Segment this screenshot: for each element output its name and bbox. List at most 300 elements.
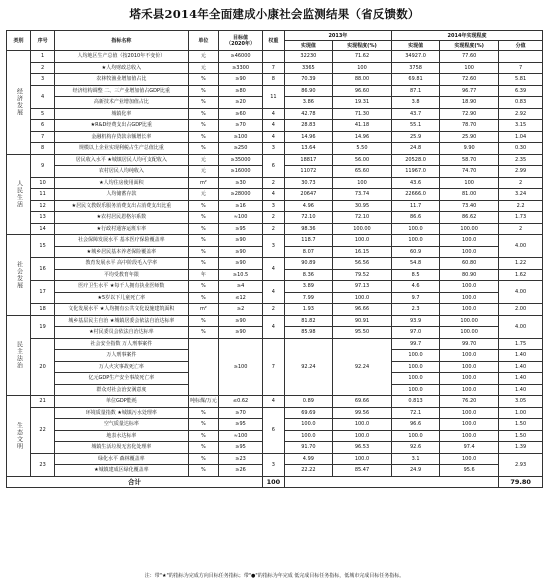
header-2014: 2014年实现程度	[392, 31, 543, 41]
cell-actual-2013: 3.86	[284, 97, 332, 109]
cell-indicator: 规模以上企业实现利税占生产总值比重	[55, 143, 188, 155]
footnote: 注：带"★"的指标为完成方向目标任务指标；带"●"的指标为年完成 低完成目标任务指标，低城市完成目标任务指标。	[144, 573, 405, 579]
cell-seq: 9	[31, 154, 55, 177]
cell-seq: 2	[31, 62, 55, 74]
cell-degree-2013: 100	[332, 62, 391, 74]
cell-score: 3.05	[499, 396, 543, 408]
cell-target: ≥95	[219, 442, 263, 454]
cell-weight: 3	[262, 143, 284, 155]
group-label: 居民收入水平	[75, 156, 106, 163]
monitoring-table	[6, 30, 543, 488]
cell-unit: %	[188, 223, 219, 235]
cell-unit: %	[188, 143, 219, 155]
cell-weight: 4	[262, 131, 284, 143]
group-label: 医疗卫生水平	[78, 283, 109, 290]
cell-target: ≥4	[219, 281, 263, 293]
cell-degree-2013: 100	[332, 177, 391, 189]
cell-actual-2014: 3.8	[392, 97, 440, 109]
cell-seq: 7	[31, 131, 55, 143]
cell-indicator: 人均储蓄存款	[55, 189, 188, 201]
header-indicator: 指标名称	[55, 31, 188, 51]
header-score: 分值	[499, 41, 543, 51]
cell-degree-2013: 73.74	[332, 189, 391, 201]
cell-score: 0.83	[499, 97, 543, 109]
cell-score: 1.39	[499, 442, 543, 454]
cell-target: ≥90	[219, 258, 263, 270]
cell-weight: 3	[262, 453, 284, 476]
cell-target: ≥100	[219, 131, 263, 143]
cell-target: ≥20	[219, 97, 263, 109]
cell-actual-2013: 90.89	[284, 258, 332, 270]
cell-seq: 17	[31, 281, 55, 304]
cell-actual-2013: 8.36	[284, 269, 332, 281]
cell-unit: 元	[188, 51, 219, 63]
cell-score: 2.35	[499, 154, 543, 166]
cell-actual-2013: 7.99	[284, 292, 332, 304]
cell-score: 1.00	[499, 407, 543, 419]
cell-indicator: ★5岁以下儿童死亡率	[55, 292, 188, 304]
cell-degree-2014: 78.70	[440, 120, 499, 132]
cell-degree-2014: 100.0	[440, 453, 499, 465]
cell-actual-2014: 0.813	[392, 396, 440, 408]
cell-score: 2.99	[499, 166, 543, 178]
cell-degree-2014: 99.70	[440, 338, 499, 350]
cell-seq: 8	[31, 143, 55, 155]
cell-indicator: 城镇化率	[55, 108, 188, 120]
header-2013: 2013年	[284, 31, 391, 41]
cell-indicator: ★人均住房使用面积	[55, 177, 188, 189]
cell-target: ≥35000	[219, 154, 263, 166]
cell-score: 6.39	[499, 85, 543, 97]
cell-score: 4.00	[499, 281, 543, 304]
cell-target: ≥60	[219, 108, 263, 120]
cell-seq: 12	[31, 200, 55, 212]
cell-actual-2014: 2.3	[392, 304, 440, 316]
cell-actual-2014: 11967.0	[392, 166, 440, 178]
cell-unit	[188, 338, 219, 396]
cell-actual-2013: 32230	[284, 51, 332, 63]
cell-degree-2014: 60.80	[440, 258, 499, 270]
cell-score: 0.30	[499, 143, 543, 155]
cell-unit: %	[188, 246, 219, 258]
cell-actual-2013: 100.0	[284, 430, 332, 442]
cell-target: ≥70	[219, 120, 263, 132]
cell-score: 4.00	[499, 315, 543, 338]
cell-score: 1.40	[499, 384, 543, 396]
cell-degree-2014: 80.90	[440, 269, 499, 281]
cell-seq: 4	[31, 85, 55, 108]
cell-score: 3.15	[499, 120, 543, 132]
cell-degree-2013: 5.50	[332, 143, 391, 155]
cell-seq: 21	[31, 396, 55, 408]
cell-seq: 1	[31, 51, 55, 63]
cell-actual-2013: 18817	[284, 154, 332, 166]
cell-degree-2013: 88.00	[332, 74, 391, 86]
cell-actual-2014: 43.6	[392, 177, 440, 189]
cell-actual-2013: 98.36	[284, 223, 332, 235]
cell-indicator: 地表水达标率	[55, 430, 188, 442]
cell-actual-2013: 70.39	[284, 74, 332, 86]
subindicator-label: ★城镇污水处理率	[117, 409, 157, 416]
cell-target: ≥250	[219, 143, 263, 155]
cell-target: ≥90	[219, 246, 263, 258]
cell-score	[499, 51, 543, 63]
cell-unit: %	[188, 281, 219, 293]
cell-weight: 11	[262, 85, 284, 108]
cell-actual-2014: 100.0	[392, 223, 440, 235]
cell-score: 5.81	[499, 74, 543, 86]
cell-target: ≈100	[219, 430, 263, 442]
cell-degree-2013: 96.53	[332, 442, 391, 454]
cell-target: ≥23	[219, 453, 263, 465]
cell-seq: 11	[31, 189, 55, 201]
header-actual-2013: 实现值	[284, 41, 332, 51]
total-label: 合计	[7, 476, 263, 488]
cell-weight: 7	[262, 62, 284, 74]
cell-degree-2014: 100.0	[440, 384, 499, 396]
cell-target: ≥26	[219, 465, 263, 477]
cell-degree-2013: 90.91	[332, 315, 391, 327]
cell-degree-2014: 96.77	[440, 85, 499, 97]
cell-unit: %	[188, 315, 219, 327]
cell-indicator: 金融机构存贷款余额增长率	[55, 131, 188, 143]
category-society: 社会发展	[7, 235, 31, 316]
cell-unit: %	[188, 430, 219, 442]
cell-indicator	[55, 453, 188, 465]
cell-weight: 6	[262, 407, 284, 453]
cell-degree-2014: 100.0	[440, 350, 499, 362]
group-label: 教育发展水平	[85, 260, 116, 267]
cell-indicator	[55, 315, 188, 327]
cell-indicator	[55, 154, 188, 166]
cell-actual-2014: 100.0	[392, 350, 440, 362]
cell-weight	[262, 51, 284, 63]
cell-unit: %	[188, 74, 219, 86]
cell-indicator	[55, 258, 188, 270]
cell-target: ≈100	[219, 212, 263, 224]
cell-indicator: 万人刑事案件	[55, 350, 188, 362]
cell-degree-2014: 76.20	[440, 396, 499, 408]
cell-indicator	[55, 304, 188, 316]
cell-weight: 4	[262, 315, 284, 338]
group-label: 绿化水平	[98, 455, 119, 462]
cell-degree-2013: 72.10	[332, 212, 391, 224]
cell-seq: 10	[31, 177, 55, 189]
cell-weight: 4	[262, 189, 284, 201]
cell-weight: 2	[262, 177, 284, 189]
cell-degree-2013: 69.66	[332, 396, 391, 408]
cell-indicator: 空气质量达标率	[55, 419, 188, 431]
cell-indicator: 城镇生活垃圾无害化处理率	[55, 442, 188, 454]
cell-target: ≥10.5	[219, 269, 263, 281]
cell-score: 1.40	[499, 361, 543, 373]
cell-actual-2014: 54.8	[392, 258, 440, 270]
cell-target: ≥90	[219, 315, 263, 327]
cell-target: ≥2	[219, 304, 263, 316]
group-label: 社会安全指数	[90, 340, 121, 347]
cell-unit: %	[188, 85, 219, 97]
cell-degree-2014: 100.0	[440, 235, 499, 247]
cell-degree-2014: 100	[440, 177, 499, 189]
group-label: 城乡基层民主自治	[68, 317, 109, 324]
cell-weight: 8	[262, 74, 284, 86]
cell-degree-2013: 19.31	[332, 97, 391, 109]
cell-actual-2013: 118.7	[284, 235, 332, 247]
header-degree-2013: 实现程度(%)	[332, 41, 391, 51]
cell-unit: %	[188, 453, 219, 465]
cell-degree-2014: 100.0	[440, 292, 499, 304]
cell-score: 3.24	[499, 189, 543, 201]
cell-actual-2013: 85.98	[284, 327, 332, 339]
cell-actual-2014: 20528.0	[392, 154, 440, 166]
cell-actual-2014: 86.6	[392, 212, 440, 224]
cell-actual-2013: 22.22	[284, 465, 332, 477]
cell-degree-2013: 99.56	[332, 407, 391, 419]
cell-target: ≥100	[219, 338, 263, 396]
cell-actual-2014: 60.9	[392, 246, 440, 258]
cell-indicator	[55, 407, 188, 419]
cell-actual-2014: 99.7	[392, 338, 440, 350]
cell-actual-2014: 8.5	[392, 269, 440, 281]
category-economy: 经济发展	[7, 51, 31, 155]
cell-actual-2014: 69.81	[392, 74, 440, 86]
cell-actual-2013: 8.07	[284, 246, 332, 258]
header-seq: 序号	[31, 31, 55, 51]
cell-actual-2014: 11.7	[392, 200, 440, 212]
cell-seq: 15	[31, 235, 55, 258]
cell-score: 2.93	[499, 453, 543, 476]
cell-target: ≥16	[219, 200, 263, 212]
cell-actual-2013: 0.89	[284, 396, 332, 408]
cell-degree-2014: 77.60	[440, 51, 499, 63]
cell-unit: %	[188, 258, 219, 270]
cell-score: 2.92	[499, 108, 543, 120]
cell-indicator: 农林牧渔业增加值占比	[55, 74, 188, 86]
cell-unit: 吨标煤/万元	[188, 396, 219, 408]
cell-degree-2014: 86.62	[440, 212, 499, 224]
page-title: 塔禾县2014年全面建成小康社会监测结果（省反馈数）	[129, 7, 420, 21]
cell-actual-2013: 100.0	[284, 419, 332, 431]
cell-degree-2014: 18.90	[440, 97, 499, 109]
cell-degree-2014: 58.70	[440, 154, 499, 166]
cell-indicator: 单位GDP能耗	[55, 396, 188, 408]
group-label: 社会保障发展水平	[78, 237, 119, 244]
cell-unit: %	[188, 465, 219, 477]
cell-actual-2014: 34927.0	[392, 51, 440, 63]
cell-target: ≥90	[219, 327, 263, 339]
cell-target: ≥70	[219, 407, 263, 419]
cell-degree-2014: 97.4	[440, 442, 499, 454]
cell-degree-2013: 14.96	[332, 131, 391, 143]
cell-unit: %	[188, 407, 219, 419]
cell-score: 1.62	[499, 269, 543, 281]
cell-indicator: ★行政村通客运班车率	[55, 223, 188, 235]
category-ecology: 生态文明	[7, 396, 31, 477]
cell-degree-2013: 95.50	[332, 327, 391, 339]
cell-degree-2014: 100.0	[440, 246, 499, 258]
cell-score: 7	[499, 62, 543, 74]
cell-unit: 元	[188, 166, 219, 178]
cell-weight: 4	[262, 120, 284, 132]
header-target	[219, 31, 263, 51]
cell-degree-2014: 100	[440, 62, 499, 74]
cell-degree-2014: 100.0	[440, 361, 499, 373]
cell-score: 2.2	[499, 200, 543, 212]
cell-degree-2014: 100.0	[440, 430, 499, 442]
cell-unit: %	[188, 327, 219, 339]
cell-degree-2014: 100.0	[440, 281, 499, 293]
cell-target: ≥3300	[219, 62, 263, 74]
subindicator-label: 基本医疗保险覆盖率	[119, 237, 165, 244]
cell-degree-2014: 95.6	[440, 465, 499, 477]
cell-actual-2014: 4.6	[392, 281, 440, 293]
cell-weight: 3	[262, 235, 284, 258]
cell-degree-2014: 72.90	[440, 108, 499, 120]
cell-indicator: ★农村居民恩格尔系数	[55, 212, 188, 224]
cell-indicator: ★居民文教娱乐服务消费支出占消费支出比重	[55, 200, 188, 212]
header-target-label: 目标值	[233, 34, 249, 41]
cell-target: ≤12	[219, 292, 263, 304]
cell-seq: 5	[31, 108, 55, 120]
cell-degree-2013: 71.62	[332, 51, 391, 63]
cell-actual-2014: 100.0	[392, 235, 440, 247]
cell-seq: 14	[31, 223, 55, 235]
cell-seq: 20	[31, 338, 55, 396]
cell-unit: %	[188, 292, 219, 304]
cell-target: ≥16000	[219, 166, 263, 178]
cell-actual-2013: 11072	[284, 166, 332, 178]
cell-actual-2014: 24.9	[392, 465, 440, 477]
cell-degree-2013: 41.18	[332, 120, 391, 132]
subindicator-label: 万人刑事案件	[122, 340, 153, 347]
cell-weight: 7	[262, 338, 284, 396]
cell-degree-2013: 100.0	[332, 453, 391, 465]
cell-degree-2014: 100.0	[440, 373, 499, 385]
cell-indicator: 万人火灾事故死亡率	[55, 361, 188, 373]
cell-degree-2014: 100.00	[440, 327, 499, 339]
cell-degree-2013: 96.66	[332, 304, 391, 316]
subindicator-label: 高中阶段毛入学率	[117, 260, 158, 267]
cell-unit: 元	[188, 154, 219, 166]
cell-score: 1.22	[499, 258, 543, 270]
cell-degree-2014: 25.90	[440, 131, 499, 143]
cell-actual-2014: 24.8	[392, 143, 440, 155]
cell-actual-2013: 91.70	[284, 442, 332, 454]
cell-indicator	[55, 235, 188, 247]
cell-degree-2014: 81.00	[440, 189, 499, 201]
category-people: 人民生活	[7, 154, 31, 235]
cell-degree-2014: 100.0	[440, 304, 499, 316]
cell-score: 2	[499, 223, 543, 235]
cell-actual-2014: 55.1	[392, 120, 440, 132]
cell-indicator	[55, 85, 188, 97]
total-blank	[284, 476, 498, 488]
cell-unit: %	[188, 120, 219, 132]
total-weight: 100	[262, 476, 284, 488]
cell-actual-2014: 87.1	[392, 85, 440, 97]
cell-actual-2013: 72.10	[284, 212, 332, 224]
cell-score: 2	[499, 177, 543, 189]
cell-actual-2014: 72.1	[392, 407, 440, 419]
cell-score: 4.00	[499, 235, 543, 258]
cell-degree-2013: 100.00	[332, 223, 391, 235]
cell-target: ≥95	[219, 419, 263, 431]
cell-actual-2013: 3365	[284, 62, 332, 74]
group-label: 经济结构调整	[72, 87, 103, 94]
cell-score: 1.40	[499, 350, 543, 362]
cell-actual-2013: 14.96	[284, 131, 332, 143]
cell-unit: 元	[188, 189, 219, 201]
cell-indicator: 亿元GDP生产安全事故死亡率	[55, 373, 188, 385]
cell-unit: m²	[188, 177, 219, 189]
cell-score: 1.04	[499, 131, 543, 143]
cell-weight: 2	[262, 223, 284, 235]
cell-target: ≥30	[219, 177, 263, 189]
cell-score: 1.75	[499, 338, 543, 350]
subindicator-label: 二、三产业增加值占GDP比重	[104, 87, 171, 94]
cell-actual-2014: 3.1	[392, 453, 440, 465]
cell-actual-2014: 100.0	[392, 373, 440, 385]
cell-degree-2014: 100.00	[440, 223, 499, 235]
cell-weight: 6	[262, 154, 284, 177]
cell-seq: 13	[31, 212, 55, 224]
cell-seq: 16	[31, 258, 55, 281]
header-actual-2014: 实现值	[392, 41, 440, 51]
cell-degree-2014: 74.70	[440, 166, 499, 178]
cell-actual-2014: 92.6	[392, 442, 440, 454]
cell-seq: 6	[31, 120, 55, 132]
cell-seq: 18	[31, 304, 55, 316]
cell-unit: 元	[188, 62, 219, 74]
total-score: 79.80	[499, 476, 543, 488]
header-category: 类别	[7, 31, 31, 51]
cell-seq: 3	[31, 74, 55, 86]
cell-actual-2013: 92.24	[284, 338, 332, 396]
cell-weight: 4	[262, 108, 284, 120]
cell-unit: %	[188, 442, 219, 454]
cell-target: ≤0.62	[219, 396, 263, 408]
cell-indicator: 群众对社会治安满意度	[55, 384, 188, 396]
subindicator-label: ★每千人拥有执业医师数	[109, 283, 165, 290]
cell-unit: %	[188, 108, 219, 120]
cell-actual-2014: 93.9	[392, 315, 440, 327]
cell-actual-2014: 100.0	[392, 361, 440, 373]
header-weight: 权重	[262, 31, 284, 51]
cell-degree-2014: 100.0	[440, 407, 499, 419]
subindicator-label: ★人均拥有公共文化设施建筑面积	[99, 306, 175, 313]
cell-score: 1.50	[499, 430, 543, 442]
cell-target: ≥28000	[219, 189, 263, 201]
cell-actual-2013: 86.90	[284, 85, 332, 97]
cell-weight: 3	[262, 200, 284, 212]
cell-degree-2014: 73.40	[440, 200, 499, 212]
cell-degree-2013: 96.60	[332, 85, 391, 97]
cell-indicator: ★村民委员会依法自治达标率	[55, 327, 188, 339]
cell-actual-2013: 13.64	[284, 143, 332, 155]
cell-weight: 4	[262, 396, 284, 408]
cell-degree-2013: 79.52	[332, 269, 391, 281]
cell-indicator: 农村居民人均纯收入	[55, 166, 188, 178]
header-degree-2014: 实现程度(%)	[440, 41, 499, 51]
cell-unit: %	[188, 235, 219, 247]
cell-actual-2014: 100.0	[392, 430, 440, 442]
cell-actual-2013: 4.99	[284, 453, 332, 465]
cell-score: 1.50	[499, 419, 543, 431]
group-label: 环境质量指数	[85, 409, 116, 416]
cell-actual-2014: 9.7	[392, 292, 440, 304]
cell-score: 1.73	[499, 212, 543, 224]
cell-score: 1.40	[499, 373, 543, 385]
